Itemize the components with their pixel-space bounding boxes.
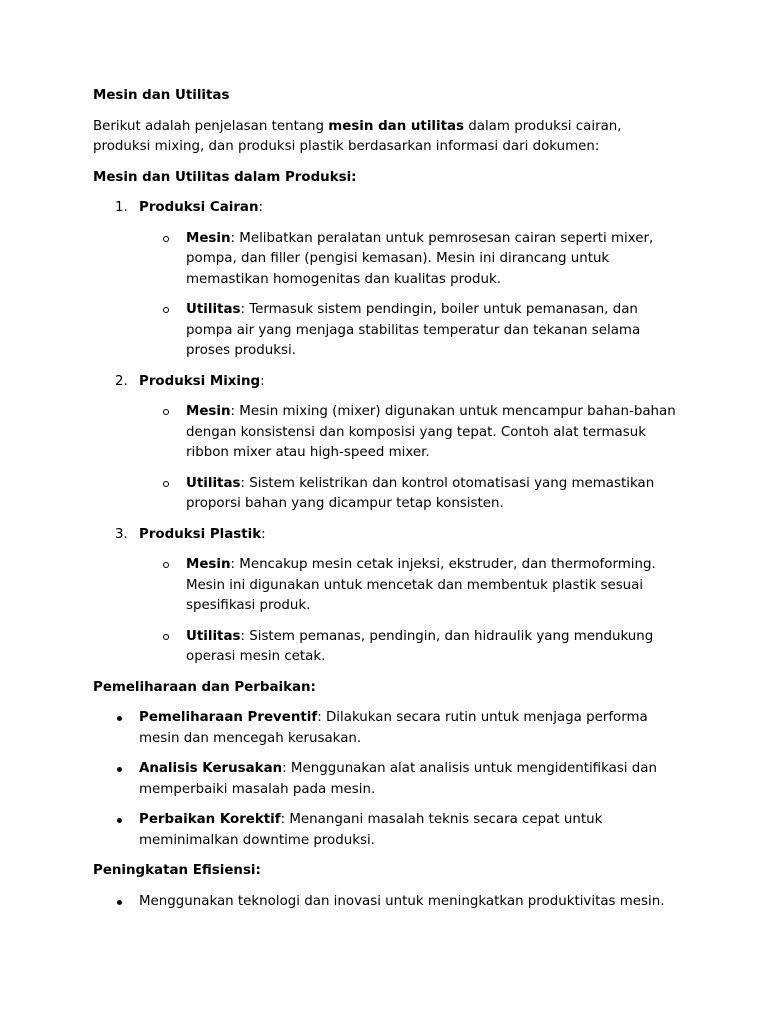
section-heading-maintenance: Pemeliharaan dan Perbaikan:	[93, 679, 316, 695]
item-label: Produksi Mixing	[139, 373, 261, 389]
sub-item-text: : Mencakup mesin cetak injeksi, ekstruder, dan thermoforming. Mesin ini digunakan untuk mencetak dan membentuk plastik sesuai spesifikasi produk.	[186, 557, 656, 613]
document-title: Mesin dan Utilitas	[93, 88, 230, 103]
circle-bullet-icon	[163, 236, 169, 242]
sub-item	[93, 627, 683, 668]
bullet-dot-icon	[117, 716, 122, 721]
circle-bullet-icon	[163, 409, 169, 415]
intro-paragraph	[93, 117, 683, 158]
sub-item-term: Utilitas	[186, 302, 241, 317]
numbered-item-liquid	[93, 198, 683, 219]
bullet-dot-icon	[117, 767, 122, 772]
sub-item	[93, 402, 683, 464]
sub-item	[93, 555, 683, 617]
sub-item-term: Mesin	[186, 230, 231, 246]
numbered-item-mixing	[93, 372, 683, 393]
sub-list-liquid	[93, 229, 683, 362]
sub-item-term: Mesin	[186, 404, 231, 419]
circle-bullet-icon	[163, 481, 169, 487]
bullet-dot-icon	[117, 818, 122, 823]
bullet-text: : Dilakukan secara rutin untuk menjaga performa mesin dan mencegah kerusakan.	[139, 710, 648, 746]
bullet-item	[93, 892, 683, 913]
sub-item-text: : Melibatkan peralatan untuk pemrosesan cairan seperti mixer, pompa, dan filler (pengisi kemasan). Mesin ini dirancang untuk memastikan homogenitas dan kualitas produk.	[186, 230, 654, 287]
numbered-item-plastic	[93, 525, 683, 546]
sub-item-term: Utilitas	[186, 628, 241, 644]
section-heading-production: Mesin dan Utilitas dalam Produksi:	[93, 169, 357, 185]
circle-bullet-icon	[163, 634, 169, 640]
circle-bullet-icon	[163, 562, 169, 568]
bullet-term: Perbaikan Korektif	[139, 812, 281, 827]
circle-bullet-icon	[163, 307, 169, 313]
intro-suffix: dalam produksi cairan, produksi mixing, dan produksi plastik berdasarkan informasi dari dokumen:	[93, 118, 622, 154]
item-colon: :	[261, 526, 266, 542]
bullet-text: : Menggunakan alat analisis untuk mengidentifikasi dan memperbaiki masalah pada mesin.	[139, 761, 657, 797]
intro-prefix: Berikut adalah penjelasan tentang	[93, 118, 329, 134]
item-colon: :	[258, 200, 264, 215]
sub-item-term: Mesin	[186, 557, 231, 572]
bullet-text: : Menangani masalah teknis secara cepat untuk meminimalkan downtime produksi.	[139, 812, 603, 848]
sub-item	[93, 229, 683, 291]
item-colon: :	[260, 373, 265, 389]
sub-list-plastic	[93, 555, 683, 668]
bullet-item	[93, 759, 683, 800]
bullet-term: Analisis Kerusakan	[139, 761, 283, 776]
bullet-item	[93, 708, 683, 749]
bullet-dot-icon	[117, 900, 122, 905]
sub-item-text: : Sistem kelistrikan dan kontrol otomatisasi yang memastikan proporsi bahan yang dicampur tetap konsisten.	[186, 475, 655, 511]
sub-item-text: : Mesin mixing (mixer) digunakan untuk mencampur bahan-bahan dengan konsistensi dan komposisi yang tepat. Contoh alat termasuk ribbon mixer atau high-speed mixer.	[186, 404, 676, 460]
document-page	[93, 86, 683, 922]
item-label: Produksi Cairan	[139, 200, 259, 215]
sub-item-text: : Sistem pemanas, pendingin, dan hidraulik yang mendukung operasi mesin cetak.	[186, 628, 654, 664]
sub-item	[93, 300, 683, 362]
sub-list-mixing	[93, 402, 683, 515]
item-label: Produksi Plastik	[139, 526, 262, 542]
list-number: 1.	[115, 200, 128, 215]
bullet-text: Menggunakan teknologi dan inovasi untuk meningkatkan produktivitas mesin.	[139, 893, 665, 909]
bullet-item	[93, 810, 683, 851]
list-number: 2.	[115, 373, 128, 389]
bullet-term: Pemeliharaan Preventif	[139, 710, 318, 725]
intro-bold: mesin dan utilitas	[328, 118, 464, 134]
sub-item-text: : Termasuk sistem pendingin, boiler untuk pemanasan, dan pompa air yang menjaga stabilitas temperatur dan tekanan selama proses produksi.	[186, 302, 641, 358]
sub-item-term: Utilitas	[186, 475, 241, 491]
sub-item	[93, 474, 683, 515]
list-number: 3.	[115, 526, 128, 542]
section-heading-efficiency: Peningkatan Efisiensi:	[93, 863, 261, 878]
